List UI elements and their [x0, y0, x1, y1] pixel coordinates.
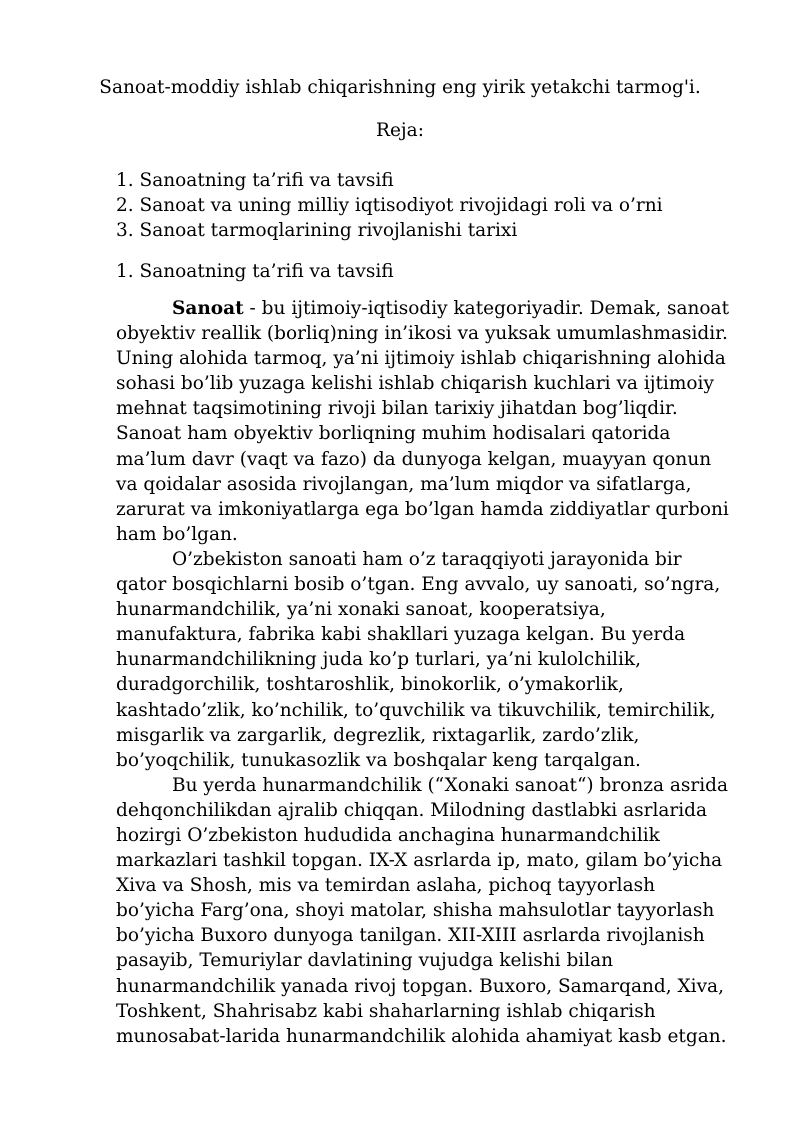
paragraph-line: markazlari tashkil topgan. IX-X asrlarda ip, mato, gilam bo’yicha — [116, 850, 723, 872]
plan-item: 1. Sanoatning ta’rifi va tavsifi — [116, 170, 394, 191]
paragraph-line: zarurat va imkoniyatlarga ega bo’lgan hamda ziddiyatlar qurboni — [116, 498, 729, 520]
paragraph-line: bo’yicha Farg’ona, shoyi matolar, shisha mahsulotlar tayyorlash — [116, 900, 715, 922]
body-text — [116, 296, 756, 1049]
paragraph-line: munosabat-larida hunarmandchilik alohida ahamiyat kasb etgan. — [116, 1025, 727, 1047]
paragraph-line: obyektiv reallik (borliq)ning in’ikosi va yuksak umumlashmasidir. — [116, 323, 728, 345]
paragraph-line: Sanoat ham obyektiv borliqning muhim hodisalari qatorida — [116, 423, 671, 445]
paragraph-line: sohasi bo’lib yuzaga kelishi ishlab chiqarish kuchlari va ijtimoiy — [116, 373, 714, 395]
paragraph-line: misgarlik va zargarlik, degrezlik, rixtagarlik, zardo’zlik, — [116, 724, 640, 746]
document-title: Sanoat-moddiy ishlab chiqarishning eng yirik yetakchi tarmog'i. — [99, 77, 701, 98]
paragraph-line: bo’yoqchilik, tunukasozlik va boshqalar keng tarqalgan. — [116, 749, 641, 771]
paragraph-line: Toshkent, Shahrisabz kabi shaharlarning ishlab chiqarish — [116, 1000, 656, 1022]
paragraph-line: Bu yerda hunarmandchilik (“Xonaki sanoat“) bronza asrida — [172, 774, 729, 796]
paragraph-line: ma’lum davr (vaqt va fazo) da dunyoga kelgan, muayyan qonun — [116, 448, 712, 470]
paragraph-line: dehqonchilikdan ajralib chiqqan. Milodning dastlabki asrlarida — [116, 799, 708, 821]
paragraph-line: Xiva va Shosh, mis va temirdan aslaha, pichoq tayyorlash — [116, 875, 656, 897]
paragraph-line: Uning alohida tarmoq, ya’ni ijtimoiy ishlab chiqarishning alohida — [116, 348, 726, 370]
paragraph-line: ham bo’lgan. — [116, 523, 238, 545]
defined-term: Sanoat — [172, 298, 244, 319]
paragraph-line: hunarmandchilikning juda ko’p turlari, ya’ni kulolchilik, — [116, 649, 641, 671]
paragraph-line: va qoidalar asosida rivojlangan, ma’lum miqdor va sifatlarga, — [116, 473, 692, 495]
plan-heading: Reja: — [376, 120, 424, 141]
paragraph-line — [116, 296, 756, 321]
paragraph-2 — [116, 547, 756, 773]
paragraph-line-text: - bu ijtimoiy-iqtisodiy kategoriyadir. Demak, sanoat — [243, 298, 729, 319]
paragraph-line: hozirgi O’zbekiston hududida anchagina hunarmandchilik — [116, 824, 660, 846]
paragraph-3 — [116, 773, 756, 1049]
paragraph-line: duradgorchilik, toshtaroshlik, binokorlik, o’ymakorlik, — [116, 674, 624, 696]
paragraph-line: pasayib, Temuriylar davlatining vujudga kelishi bilan — [116, 950, 614, 972]
paragraph-line: O’zbekiston sanoati ham o’z taraqqiyoti jarayonida bir — [172, 548, 682, 570]
plan-list — [116, 168, 663, 243]
paragraph-line: bo’yicha Buxoro dunyoga tanilgan. XII-XIII asrlarda rivojlanish — [116, 925, 705, 947]
plan-item: 2. Sanoat va uning milliy iqtisodiyot rivojidagi roli va o’rni — [116, 195, 663, 216]
section-heading: 1. Sanoatning ta’rifi va tavsifi — [116, 261, 394, 282]
paragraph-line: hunarmandchilik yanada rivoj topgan. Buxoro, Samarqand, Xiva, — [116, 975, 724, 997]
paragraph-line: hunarmandchilik, ya’ni xonaki sanoat, kooperatsiya, — [116, 599, 606, 621]
paragraph-line: manufaktura, fabrika kabi shakllari yuzaga kelgan. Bu yerda — [116, 624, 686, 646]
paragraph-line: qator bosqichlarni bosib o’tgan. Eng avvalo, uy sanoati, so’ngra, — [116, 574, 721, 596]
plan-item: 3. Sanoat tarmoqlarining rivojlanishi tarixi — [116, 220, 518, 241]
paragraph-line: kashtado’zlik, ko’nchilik, to’quvchilik va tikuvchilik, temirchilik, — [116, 699, 716, 721]
paragraph-1 — [116, 296, 756, 547]
paragraph-line: mehnat taqsimotining rivoji bilan tarixiy jihatdan bog’liqdir. — [116, 398, 678, 420]
